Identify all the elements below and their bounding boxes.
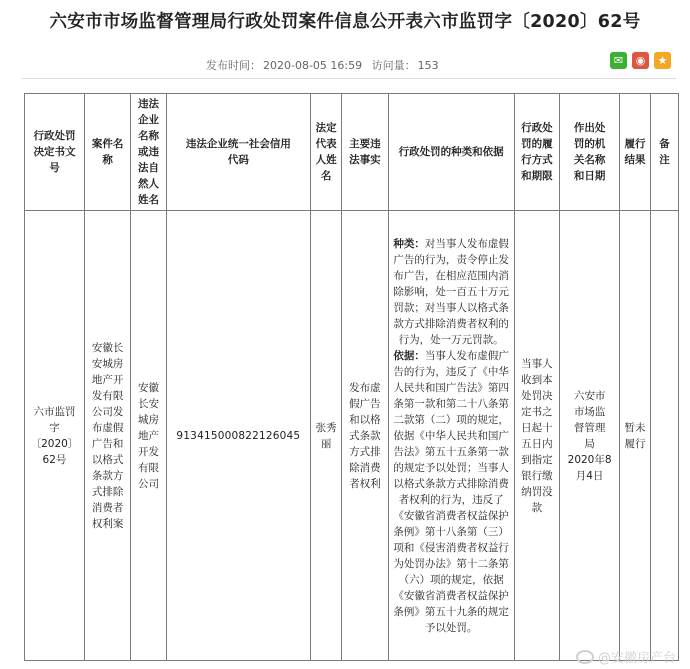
remark-cell xyxy=(651,211,679,661)
penalty-basis-label: 依据： xyxy=(393,349,425,362)
credit-code-cell: 913415000822126045 xyxy=(166,211,311,661)
header-cell: 法定 代表 人姓 名 xyxy=(311,94,342,211)
share-toolbar xyxy=(610,52,671,69)
page-title: 六安市市场监督管理局行政处罚案件信息公开表六市监罚字〔2020〕62号 xyxy=(49,12,641,32)
penalty-basis-text: 当事人发布虚假广告的行为，违反了《中华人民共和国广告法》第四条第一款和第二十八条第二款第（二）项的规定，依据《中华人民共和国广告法》第五十五条第一款的规定予以处罚；当事人以格式条款方式排除消费者权利的行为，违反了《安徽省消费者权益保护条例》第十八条第（三）项和《侵害消费者权益行为处罚办法》第十二条第（六）项的规定，依据《安徽省消费者权益保护条例》第五十九条的规定予以处罚。 xyxy=(393,349,509,634)
header-cell: 备 注 xyxy=(651,94,679,211)
penalty-table xyxy=(24,93,679,661)
header-cell: 履行 结果 xyxy=(620,94,651,211)
weibo-watermark-icon xyxy=(576,650,594,664)
facts-cell: 发布虚 假广告 和以格 式条款 方式排 除消费 者权利 xyxy=(342,211,388,661)
result-cell: 暂未 履行 xyxy=(620,211,651,661)
header-row xyxy=(25,94,679,211)
header-cell: 行政处罚 决定书文 号 xyxy=(25,94,85,211)
company-cell: 安徽 长安 城房 地产 开发 有限 公司 xyxy=(131,211,166,661)
weibo-icon[interactable]: ◉ xyxy=(632,52,649,69)
method-cell: 当事人 收到本 处罚决 定书之 日起十 五日内 到指定 银行缴 纳罚没 款 xyxy=(514,211,559,661)
divider xyxy=(22,78,676,79)
header-cell: 违法企业统一社会信用 代码 xyxy=(166,94,311,211)
legal-rep-cell: 张秀 丽 xyxy=(311,211,342,661)
header-cell: 行政处 罚的履 行方式 和期限 xyxy=(514,94,559,211)
header-cell: 案件名 称 xyxy=(84,94,130,211)
table-row xyxy=(25,211,679,661)
header-cell: 作出处 罚的机 关名称 和日期 xyxy=(560,94,620,211)
publish-time: 2020-08-05 16:59 xyxy=(263,59,363,72)
doc-number-cell: 六市监罚 字 〔2020〕 62号 xyxy=(25,211,85,661)
case-name-cell: 安徽长 安城房 地产开 发有限 公司发 布虚假 广告和 以格式 条款方 式排除 消费者 权利案 xyxy=(84,211,130,661)
wechat-icon[interactable]: ✉ xyxy=(610,52,627,69)
penalty-type-text: 对当事人发布虚假广告的行为，责令停止发布广告，在相应范围内消除影响，处一百五十万元罚款；对当事人以格式条款方式排除消费者权利的行为，处一万元罚款。 xyxy=(393,237,509,346)
visits-count: 153 xyxy=(417,59,439,72)
qzone-icon[interactable]: ★ xyxy=(654,52,671,69)
watermark xyxy=(576,647,676,666)
header-cell: 行政处罚的种类和依据 xyxy=(388,94,514,211)
authority-cell: 六安市 市场监 督管理 局 2020年8 月4日 xyxy=(560,211,620,661)
penalty-cell xyxy=(388,211,514,661)
publish-label: 发布时间： xyxy=(206,59,261,72)
header-cell: 违法 企业 名称 或违 法自 然人 姓名 xyxy=(131,94,166,211)
publish-meta xyxy=(206,57,441,73)
header-cell: 主要违 法事实 xyxy=(342,94,388,211)
visits-label: 访问量： xyxy=(371,59,416,72)
watermark-text: @安徽房产台 xyxy=(597,651,676,666)
penalty-type-label: 种类： xyxy=(393,237,425,250)
